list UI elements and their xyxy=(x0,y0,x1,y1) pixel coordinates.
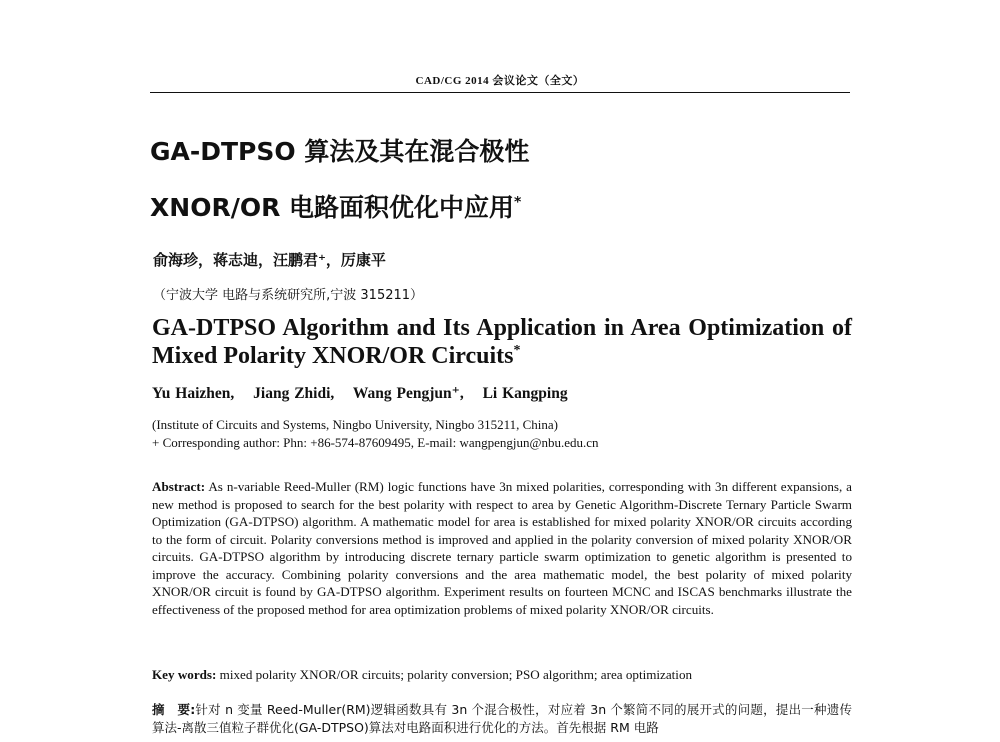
keywords-label: Key words: xyxy=(152,667,217,682)
chinese-abstract-text: 针对 n 变量 Reed-Muller(RM)逻辑函数具有 3n 个混合极性，对应着 3n 个繁简不同的展开式的问题，提出一种遗传算法-离散三值粒子群优化(GA-DTPSO)算法对电路面积进行优化的方法。首先根据 RM 电路 xyxy=(152,702,852,735)
chinese-title-line-2-text: XNOR/OR 电路面积优化中应用 xyxy=(150,193,515,222)
author-name: Wang Pengjun⁺, xyxy=(352,385,464,402)
english-authors xyxy=(152,383,568,403)
author-name: Li Kangping xyxy=(482,385,568,402)
english-abstract xyxy=(152,478,852,618)
english-keywords xyxy=(152,667,852,683)
english-title-line-1: GA-DTPSO Algorithm and Its Application in Area Optimization of xyxy=(152,315,852,341)
header-rule xyxy=(150,92,850,93)
chinese-abstract xyxy=(152,701,852,737)
chinese-abstract-label: 摘 要: xyxy=(152,702,196,717)
english-title-footnote-mark: * xyxy=(513,343,521,358)
english-title xyxy=(152,314,852,370)
institute-line: (Institute of Circuits and Systems, Ningbo University, Ningbo 315211, China) xyxy=(152,417,558,432)
chinese-affiliation: （宁波大学 电路与系统研究所,宁波 315211） xyxy=(153,288,424,303)
chinese-title-line-1: GA-DTPSO 算法及其在混合极性 xyxy=(150,137,530,166)
chinese-title-line-2 xyxy=(150,193,850,223)
english-title-line-2-text: Mixed Polarity XNOR/OR Circuits xyxy=(152,343,514,369)
english-title-line-2 xyxy=(152,342,852,370)
chinese-authors: 俞海珍，蒋志迪，汪鹏君⁺，厉康平 xyxy=(153,251,386,269)
running-head: CAD/CG 2014 会议论文（全文） xyxy=(415,75,585,87)
author-name: Yu Haizhen, xyxy=(152,385,235,402)
english-affiliation xyxy=(152,416,599,452)
abstract-label: Abstract: xyxy=(152,479,206,494)
author-name: Jiang Zhidi, xyxy=(253,385,335,402)
chinese-title-footnote-mark: * xyxy=(514,194,522,211)
corresponding-author-line: + Corresponding author: Phn: +86-574-87609495, E-mail: wangpengjun@nbu.edu.cn xyxy=(152,435,599,450)
abstract-text: As n-variable Reed-Muller (RM) logic functions have 3n mixed polarities, corresponding with 3n different expansions, a new method is proposed to search for the best polarity with respect to area by Genetic Algorithm-Discrete Ternary Particle Swarm Optimization (GA-DTPSO) algorithm. A mathematic model for area is established for mixed polarity XNOR/OR circuits according to the form of circuit. Polarity conversions method is improved and applied in the polarity conversion of mixed polarity XNOR/OR circuits. GA-DTPSO algorithm by introducing discrete ternary particle swarm optimization to genetic algorithm is presented to improve the accuracy. Combining polarity conversions and the area mathematic model, the best polarity of mixed polarity XNOR/OR circuit is found by GA-DTPSO algorithm. Experiment results on fourteen MCNC and ISCAS benchmarks illustrate the effectiveness of the proposed method for area optimization problems of mixed polarity XNOR/OR circuits. xyxy=(152,479,852,617)
keywords-text: mixed polarity XNOR/OR circuits; polarity conversion; PSO algorithm; area optimization xyxy=(219,667,693,682)
